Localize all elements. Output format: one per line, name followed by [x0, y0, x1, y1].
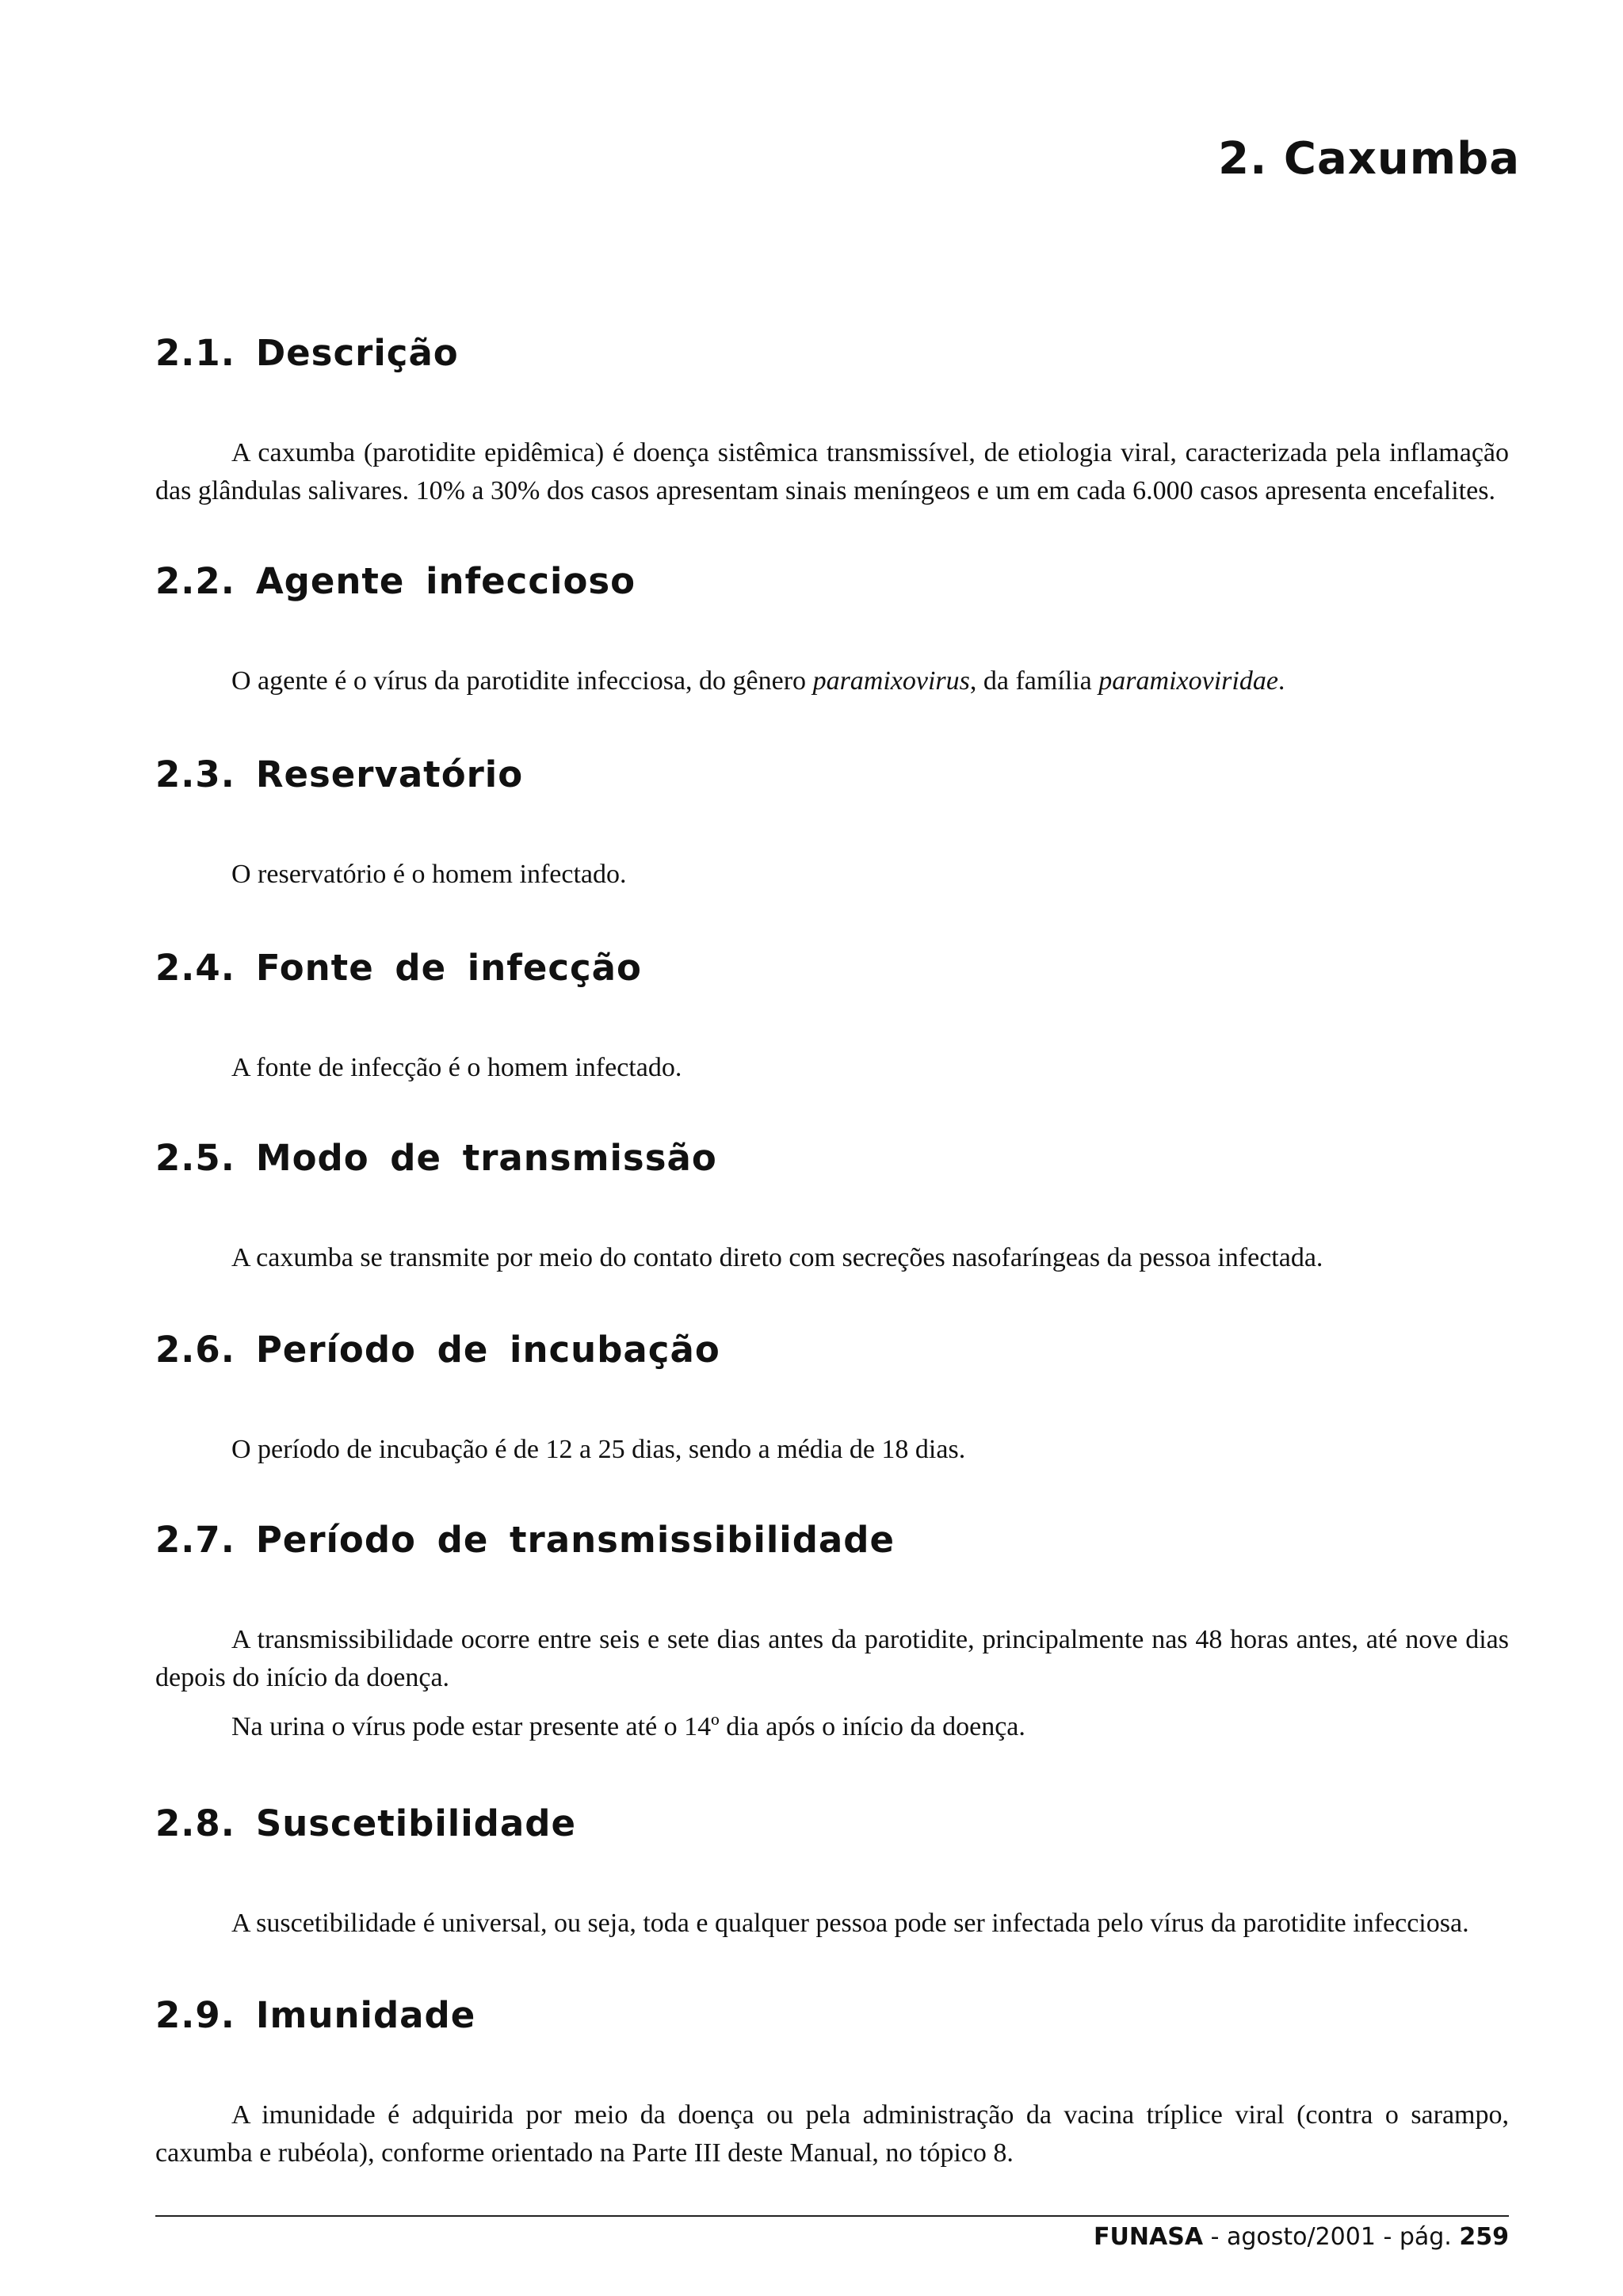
paragraph: A caxumba (parotidite epidêmica) é doença sistêmica transmissível, de etiologia viral, caracterizada pela inflamação das glândulas salivares. 10% a 30% dos casos apresentam sinais meníngeos e um em cada 6.000 casos apresenta encefalites. [155, 438, 1509, 505]
footer-divider [155, 2215, 1509, 2217]
section-heading [155, 753, 1509, 797]
paragraph [155, 662, 1509, 700]
paragraph-text: . [1277, 666, 1285, 696]
paragraph: O reservatório é o homem infectado. [231, 860, 627, 889]
section-title: Modo de transmissão [255, 1137, 717, 1179]
section-title: Período de transmissibilidade [255, 1519, 896, 1561]
section-number: 2.9. [155, 1994, 235, 2036]
section-number: 2.2. [155, 560, 235, 602]
paragraph: A suscetibilidade é universal, ou seja, toda e qualquer pessoa pode ser infectada pelo vírus da parotidite infecciosa. [231, 1909, 1469, 1938]
paragraph: Na urina o vírus pode estar presente até o 14º dia após o início da doença. [231, 1712, 1025, 1741]
footer-date: - agosto/2001 - pág. [1203, 2223, 1460, 2251]
section-heading [155, 559, 1509, 604]
page-number: 259 [1459, 2223, 1509, 2251]
section-suscetibilidade [155, 1802, 1509, 1943]
section-number: 2.4. [155, 947, 235, 989]
section-title: Agente infeccioso [255, 560, 636, 602]
section-title: Imunidade [255, 1994, 476, 2036]
section-heading [155, 1518, 1509, 1562]
genus-name: paramixovirus [812, 666, 970, 696]
section-heading [155, 331, 1509, 376]
section-number: 2.7. [155, 1519, 235, 1561]
section-number: 2.1. [155, 332, 235, 374]
chapter-title: 2. Caxumba [1218, 133, 1520, 185]
section-imunidade [155, 1993, 1509, 2172]
section-number: 2.8. [155, 1802, 235, 1844]
section-agente-infeccioso [155, 559, 1509, 700]
section-heading [155, 1328, 1509, 1372]
section-number: 2.3. [155, 753, 235, 795]
section-periodo-de-transmissibilidade [155, 1518, 1509, 1746]
section-heading [155, 1136, 1509, 1180]
paragraph-text: , da família [969, 666, 1099, 696]
section-fonte-de-infeccao [155, 946, 1509, 1087]
section-title: Descrição [255, 332, 459, 374]
footer-org: FUNASA [1094, 2223, 1204, 2251]
family-name: paramixoviridae [1098, 666, 1278, 696]
paragraph: A fonte de infecção é o homem infectado. [231, 1053, 682, 1082]
section-reservatorio [155, 753, 1509, 894]
section-modo-de-transmissao [155, 1136, 1509, 1277]
section-periodo-de-incubacao [155, 1328, 1509, 1469]
section-heading [155, 1993, 1509, 2038]
section-heading [155, 1802, 1509, 1846]
section-heading [155, 946, 1509, 990]
paragraph-text: O agente é o vírus da parotidite infecciosa, do gênero [231, 666, 813, 696]
page-footer [1094, 2223, 1509, 2251]
section-number: 2.5. [155, 1137, 235, 1179]
section-title: Período de incubação [255, 1329, 720, 1371]
section-descricao [155, 331, 1509, 510]
section-title: Reservatório [255, 753, 524, 795]
section-number: 2.6. [155, 1329, 235, 1371]
paragraph: A imunidade é adquirida por meio da doença ou pela administração da vacina tríplice viral (contra o sarampo, caxumba e rubéola), conforme orientado na Parte III deste Manual, no tópico 8. [155, 2100, 1509, 2168]
paragraph: A transmissibilidade ocorre entre seis e sete dias antes da parotidite, principalmente nas 48 horas antes, até nove dias depois do início da doença. [155, 1625, 1509, 1692]
paragraph: A caxumba se transmite por meio do contato direto com secreções nasofaríngeas da pessoa infectada. [231, 1243, 1323, 1272]
section-title: Fonte de infecção [255, 947, 642, 989]
paragraph: O período de incubação é de 12 a 25 dias, sendo a média de 18 dias. [231, 1435, 966, 1464]
section-title: Suscetibilidade [255, 1802, 576, 1844]
